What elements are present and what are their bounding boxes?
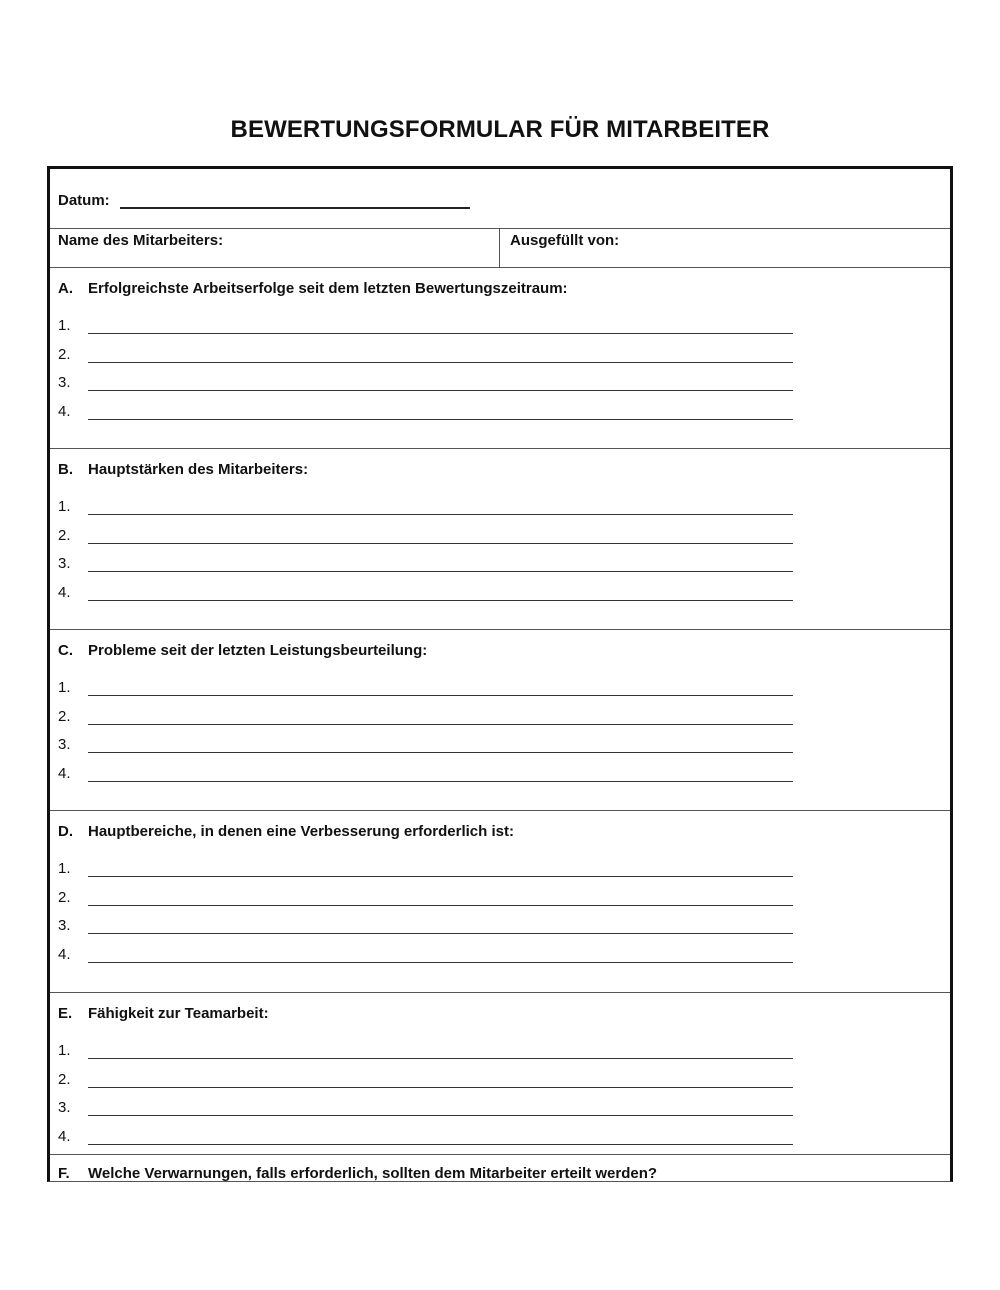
section-title: Hauptbereiche, in denen eine Verbesserung erforderlich ist:: [88, 823, 514, 840]
section-a: [50, 268, 950, 449]
section-letter: A.: [58, 280, 73, 297]
answer-line[interactable]: [88, 695, 793, 696]
list-item: [50, 860, 810, 880]
date-label: Datum:: [58, 192, 110, 209]
list-item: [50, 889, 810, 909]
form-title: BEWERTUNGSFORMULAR FÜR MITARBEITER: [230, 116, 770, 143]
section-title: Fähigkeit zur Teamarbeit:: [88, 1005, 269, 1022]
answer-line[interactable]: [88, 1115, 793, 1116]
list-item: [50, 1071, 810, 1091]
item-number: 1.: [58, 1042, 71, 1059]
item-number: 2.: [58, 346, 71, 363]
section-title: Erfolgreichste Arbeitserfolge seit dem letzten Bewertungszeitraum:: [88, 280, 568, 297]
employee-name-label: Name des Mitarbeiters:: [58, 232, 224, 249]
item-number: 2.: [58, 889, 71, 906]
section-letter: C.: [58, 642, 73, 659]
answer-line[interactable]: [88, 752, 793, 753]
item-number: 1.: [58, 498, 71, 515]
answer-line[interactable]: [88, 419, 793, 420]
section-d: [50, 811, 950, 993]
answer-line[interactable]: [88, 781, 793, 782]
answer-line[interactable]: [88, 333, 793, 334]
list-item: [50, 1042, 810, 1062]
answer-line[interactable]: [88, 514, 793, 515]
section-c: [50, 630, 950, 811]
answer-line[interactable]: [88, 962, 793, 963]
answer-line[interactable]: [88, 390, 793, 391]
list-item: [50, 679, 810, 699]
section-f: [50, 1155, 950, 1185]
list-item: [50, 555, 810, 575]
section-title: Hauptstärken des Mitarbeiters:: [88, 461, 309, 478]
list-item: [50, 708, 810, 728]
section-b: [50, 449, 950, 630]
answer-line[interactable]: [88, 1058, 793, 1059]
evaluation-form: [47, 166, 953, 1182]
item-number: 2.: [58, 1071, 71, 1088]
list-item: [50, 946, 810, 966]
answer-line[interactable]: [88, 1087, 793, 1088]
answer-line[interactable]: [88, 1144, 793, 1145]
answer-line[interactable]: [88, 600, 793, 601]
list-item: [50, 917, 810, 937]
section-letter: E.: [58, 1005, 73, 1022]
item-number: 3.: [58, 736, 71, 753]
item-number: 3.: [58, 555, 71, 572]
answer-line[interactable]: [88, 362, 793, 363]
list-item: [50, 374, 810, 394]
item-number: 2.: [58, 708, 71, 725]
list-item: [50, 1128, 810, 1148]
list-item: [50, 736, 810, 756]
list-item: [50, 403, 810, 423]
item-number: 3.: [58, 374, 71, 391]
name-row: [50, 229, 950, 268]
answer-line[interactable]: [88, 724, 793, 725]
section-e: [50, 993, 950, 1155]
answer-line[interactable]: [88, 876, 793, 877]
item-number: 1.: [58, 860, 71, 877]
item-number: 4.: [58, 765, 71, 782]
list-item: [50, 584, 810, 604]
item-number: 3.: [58, 917, 71, 934]
list-item: [50, 498, 810, 518]
item-number: 4.: [58, 584, 71, 601]
section-letter: B.: [58, 461, 73, 478]
item-number: 4.: [58, 1128, 71, 1145]
section-title: Welche Verwarnungen, falls erforderlich, sollten dem Mitarbeiter erteilt werden?: [88, 1165, 658, 1182]
answer-line[interactable]: [88, 905, 793, 906]
date-field[interactable]: [120, 207, 470, 209]
item-number: 3.: [58, 1099, 71, 1116]
answer-line[interactable]: [88, 543, 793, 544]
employee-name-cell[interactable]: [50, 229, 500, 267]
section-title: Probleme seit der letzten Leistungsbeurteilung:: [88, 642, 428, 659]
list-item: [50, 765, 810, 785]
answer-line[interactable]: [88, 571, 793, 572]
date-row: [50, 169, 950, 229]
item-number: 1.: [58, 679, 71, 696]
filled-by-label: Ausgefüllt von:: [510, 232, 620, 249]
item-number: 1.: [58, 317, 71, 334]
list-item: [50, 1099, 810, 1119]
answer-line[interactable]: [88, 933, 793, 934]
item-number: 4.: [58, 946, 71, 963]
list-item: [50, 346, 810, 366]
section-letter: F.: [58, 1165, 70, 1182]
list-item: [50, 317, 810, 337]
item-number: 2.: [58, 527, 71, 544]
item-number: 4.: [58, 403, 71, 420]
section-letter: D.: [58, 823, 73, 840]
list-item: [50, 527, 810, 547]
